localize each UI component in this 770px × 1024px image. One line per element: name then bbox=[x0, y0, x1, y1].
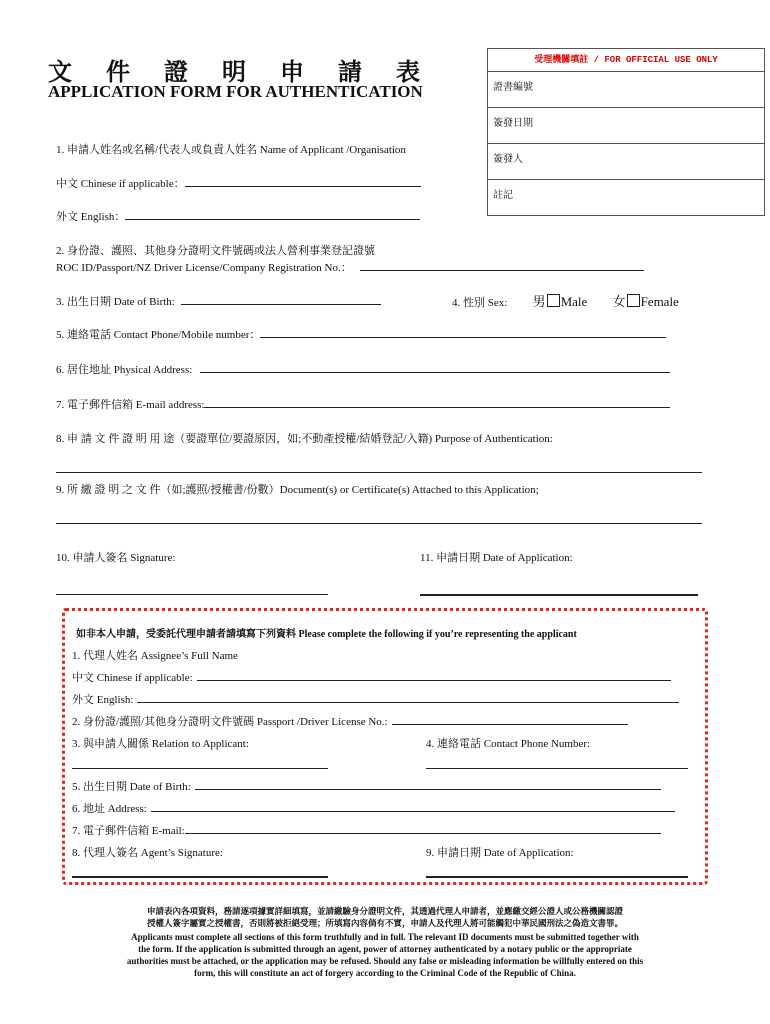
agent-phone-input[interactable] bbox=[426, 768, 688, 769]
agent-email-input[interactable] bbox=[185, 822, 661, 834]
footer-zh-line-1: 申請表內各項資料，務請逐項據實詳細填寫，並請繳驗身分證明文件，其透過代理人申請者，並應繳交經公證人或公務機關認證 bbox=[146, 906, 623, 916]
official-row-issue-date: 簽發日期 bbox=[488, 108, 764, 144]
address-input[interactable] bbox=[200, 361, 670, 373]
agent-dob-label: 5. 出生日期 Date of Birth: bbox=[72, 781, 191, 793]
footer-zh-line-2: 授權人簽字屬實之授權書，否則將被拒絕受理；所填寫內容倘有不實，申請人及代理人將可能觸犯中華民國刑法之偽造文書罪。 bbox=[146, 918, 623, 928]
footer-en-line-2: the form. If the application is submitted through an agent, power of attorney authenticated by a notary public or the appropriate bbox=[138, 944, 632, 954]
agent-address-label: 6. 地址 Address: bbox=[72, 803, 147, 815]
agent-chinese-label: 中文 Chinese if applicable: bbox=[72, 672, 193, 684]
phone-input[interactable] bbox=[260, 326, 666, 338]
sex-female-zh: 女 bbox=[612, 294, 626, 309]
agent-date-label: 9. 申請日期 Date of Application: bbox=[426, 847, 574, 859]
agent-email-label: 7. 電子郵件信箱 E-mail: bbox=[72, 825, 185, 837]
field-application-date-label: 11. 申請日期 Date of Application: bbox=[420, 552, 573, 564]
agent-section-heading: 如非本人申請，受委託代理申請者請填寫下列資料 Please complete the following if you’re representing the applicant bbox=[76, 629, 577, 640]
field-applicant-chinese-label: 中文 Chinese if applicable： bbox=[56, 178, 185, 190]
purpose-input[interactable] bbox=[56, 472, 702, 473]
form-title-english: APPLICATION FORM FOR AUTHENTICATION bbox=[48, 82, 423, 101]
agent-name-label: 1. 代理人姓名 Assignee’s Full Name bbox=[72, 650, 238, 662]
field-signature-label: 10. 申請人簽名 Signature: bbox=[56, 552, 176, 564]
applicant-english-name-input[interactable] bbox=[125, 208, 420, 220]
field-email-label: 7. 電子郵件信箱 E-mail address: bbox=[56, 399, 205, 411]
agent-dob-input[interactable] bbox=[195, 778, 661, 790]
application-date-input[interactable] bbox=[420, 594, 698, 596]
official-row-remarks: 註記 bbox=[493, 190, 513, 201]
agent-relation-label: 3. 與申請人關係 Relation to Applicant: bbox=[72, 738, 249, 750]
agent-phone-label: 4. 連絡電話 Contact Phone Number: bbox=[426, 738, 591, 750]
footer-en-line-1: Applicants must complete all sections of this form truthfully and in full. The relevant ID documents must be submitted together with bbox=[131, 932, 639, 942]
field-sex-label: 4. 性別 Sex: bbox=[452, 297, 508, 309]
official-use-heading: 受理機關填註 / FOR OFFICIAL USE ONLY bbox=[488, 49, 764, 72]
id-number-input[interactable] bbox=[360, 259, 644, 271]
agent-relation-input[interactable] bbox=[72, 768, 328, 769]
agent-id-input[interactable] bbox=[392, 713, 628, 725]
footer-notice bbox=[60, 905, 710, 979]
documents-input[interactable] bbox=[56, 523, 702, 524]
official-use-box bbox=[487, 48, 765, 216]
agent-english-name-input[interactable] bbox=[137, 691, 679, 703]
field-purpose-label: 8. 申 請 文 件 證 明 用 途（要證單位/要證原因，如;不動產授權/結婚登記/入籍) Purpose of Authentication: bbox=[56, 433, 553, 445]
agent-date-input[interactable] bbox=[426, 876, 688, 878]
signature-input[interactable] bbox=[56, 594, 328, 595]
agent-signature-label: 8. 代理人簽名 Agent’s Signature: bbox=[72, 847, 223, 859]
dob-input[interactable] bbox=[181, 293, 381, 305]
field-phone-label: 5. 連絡電話 Contact Phone/Mobile number： bbox=[56, 329, 261, 341]
field-id-number-label-en: ROC ID/Passport/NZ Driver License/Company Registration No.： bbox=[56, 262, 352, 274]
field-applicant-name-label: 1. 申請人姓名或名稱/代表人或負責人姓名 Name of Applicant /Organisation bbox=[56, 144, 406, 156]
sex-female-checkbox[interactable] bbox=[627, 294, 640, 307]
sex-male-zh: 男 bbox=[532, 294, 546, 309]
agent-address-input[interactable] bbox=[151, 800, 675, 812]
official-row-cert-no: 證書編號 bbox=[488, 72, 764, 108]
agent-id-label: 2. 身份證/護照/其他身分證明文件號碼 Passport /Driver License No.: bbox=[72, 716, 388, 728]
official-row-issuer: 簽發人 bbox=[488, 144, 764, 180]
field-id-number-label-zh: 2. 身份證、護照、其他身分證明文件號碼或法人營利事業登記證號 bbox=[56, 245, 375, 257]
agent-signature-input[interactable] bbox=[72, 876, 328, 878]
footer-en-line-3: authorities must be attached, or the application may be refused. Should any false or misleading information be willfully entered on this bbox=[126, 956, 644, 966]
email-input[interactable] bbox=[204, 396, 670, 408]
footer-en-line-4: form, this will constitute an act of forgery according to the Criminal Code of the Republic of China. bbox=[194, 968, 576, 978]
sex-male-en: Male bbox=[560, 294, 588, 309]
sex-female-en: Female bbox=[640, 294, 679, 309]
field-address-label: 6. 居住地址 Physical Address: bbox=[56, 364, 193, 376]
field-documents-label: 9. 所 繳 證 明 之 文 件（如;護照/授權書/份數）Document(s) or Certificate(s) Attached to this Application; bbox=[56, 484, 539, 496]
agent-english-label: 外文 English: bbox=[72, 694, 134, 706]
form-title-chinese: 文 件 證 明 申 請 表 bbox=[48, 60, 434, 86]
sex-male-checkbox[interactable] bbox=[547, 294, 560, 307]
field-dob-label: 3. 出生日期 Date of Birth: bbox=[56, 296, 175, 308]
field-applicant-english-label: 外文 English： bbox=[56, 211, 126, 223]
applicant-chinese-name-input[interactable] bbox=[185, 175, 421, 187]
agent-chinese-name-input[interactable] bbox=[197, 669, 671, 681]
